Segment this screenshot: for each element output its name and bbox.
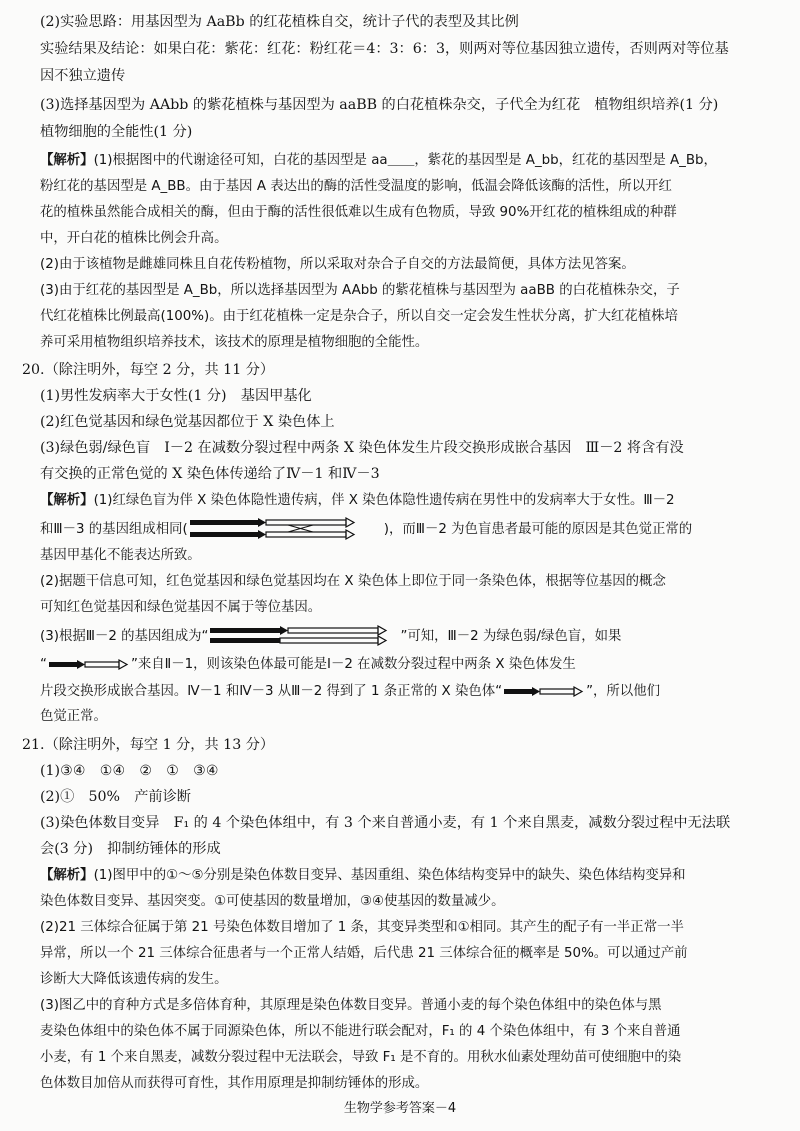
analysis-text: (1)红绿色盲为伴 X 染色体隐性遗传病，伴 X 染色体隐性遗传病在男性中的发病率大于女性。Ⅲ－2 <box>93 493 675 508</box>
analysis-line: (3)由于红花的基因型是 A_Bb，所以选择基因型为 AAbb 的紫花植株与基因型为 aaBB 的白花植株杂交，子 <box>40 283 680 298</box>
analysis-line: (2)据题干信息可知，红色觉基因和绿色觉基因均在 X 染色体上即位于同一条染色体，根据等位基因的概念 <box>40 574 666 589</box>
text-line: (3)染色体数目变异 F₁ 的 4 个染色体组中，有 3 个来自普通小麦，有 1 个来自黑麦，减数分裂过程中无法联 <box>40 815 731 831</box>
analysis-line: 花的植株虽然能合成相关的酶，但由于酶的活性很低难以生成有色物质，导致 90%开红花的植株组成的种群 <box>40 205 677 220</box>
analysis-line <box>40 491 765 511</box>
analysis-line <box>40 866 765 886</box>
text-line: 因不独立遗传 <box>40 68 126 84</box>
question-header-21: 21.（除注明外，每空 1 分，共 13 分） <box>22 737 275 753</box>
analysis-text: ”来自Ⅱ－1，则该染色体最可能是Ⅰ－2 在减数分裂过程中两条 X 染色体发生 <box>130 657 576 672</box>
analysis-line: (2)21 三体综合征属于第 21 号染色体数目增加了 1 条，其变异类型和①相同。其产生的配子有一半正常一半 <box>40 920 684 935</box>
text-line: (2)实验思路：用基因型为 AaBb 的红花植株自交，统计子代的表型及其比例 <box>40 14 519 30</box>
analysis-line <box>40 624 765 650</box>
analysis-line: 色体数目加倍从而获得可育性，其作用原理是抑制纺锤体的形成。 <box>40 1076 429 1091</box>
analysis-line: 异常，所以一个 21 三体综合征患者与一个正常人结婚，后代患 21 三体综合征的概率是 50%。可以通过产前 <box>40 946 688 961</box>
analysis-line: 色觉正常。 <box>40 709 107 724</box>
chromosome-hybrid-icon <box>208 625 400 647</box>
analysis-line: 麦染色体组中的染色体不属于同源染色体，所以不能进行联会配对，F₁ 的 4 个染色体组中，有 3 个来自普通 <box>40 1024 681 1039</box>
analysis-line <box>40 517 765 543</box>
analysis-text: (1)根据图中的代谢途径可知，白花的基因型是 aa＿＿，紫花的基因型是 A_bb，红花的基因型是 A_Bb， <box>93 153 717 168</box>
analysis-line: 小麦，有 1 个来自黑麦，减数分裂过程中无法联会，导致 F₁ 是不育的。用秋水仙素处理幼苗可使细胞中的染 <box>40 1050 682 1065</box>
analysis-line: (3)图乙中的育种方式是多倍体育种，其原理是染色体数目变异。普通小麦的每个染色体组中的染色体与黑 <box>40 998 662 1013</box>
text-line: 实验结果及结论：如果白花：紫花：红花：粉红花＝4：3：6：3，则两对等位基因独立遗传，否则两对等位基 <box>40 41 729 57</box>
analysis-text: )，而Ⅲ－2 为色盲患者最可能的原因是其色觉正常的 <box>383 522 693 537</box>
analysis-text: 和Ⅲ－3 的基因组成相同( <box>40 522 188 537</box>
analysis-tag: 【解析】 <box>40 493 94 508</box>
analysis-line: (2)由于该植物是雌雄同株且自花传粉植物，所以采取对杂合子自交的方法最简便，具体方法见答案。 <box>40 257 635 272</box>
text-line: (1)男性发病率大于女性(1 分) 基因甲基化 <box>40 388 312 404</box>
text-line: 有交换的正常色觉的 X 染色体传递给了Ⅳ－1 和Ⅳ－3 <box>40 466 380 482</box>
analysis-text: 片段交换形成嵌合基因。Ⅳ－1 和Ⅳ－3 从Ⅲ－2 得到了 1 条正常的 X 染色体“ <box>40 684 503 699</box>
analysis-text: ”，所以他们 <box>586 684 660 699</box>
analysis-text: (3)根据Ⅲ－2 的基因组成为“ <box>40 629 209 644</box>
question-header-20: 20.（除注明外，每空 2 分，共 11 分） <box>22 362 275 378</box>
analysis-text: ”可知，Ⅲ－2 为绿色弱/绿色盲，如果 <box>400 629 622 644</box>
analysis-line <box>40 151 765 171</box>
chromosome-short-icon <box>502 685 586 697</box>
analysis-line: 染色体数目变异、基因突变。①可使基因的数量增加，③④使基因的数量减少。 <box>40 894 505 909</box>
analysis-line: 基因甲基化不能表达所致。 <box>40 548 201 563</box>
text-line: (3)绿色弱/绿色盲 Ⅰ－2 在减数分裂过程中两条 X 染色体发生片段交换形成嵌合基因 Ⅲ－2 将含有没 <box>40 440 684 456</box>
analysis-tag: 【解析】 <box>40 868 94 883</box>
analysis-line: 可知红色觉基因和绿色觉基因不属于等位基因。 <box>40 600 322 615</box>
analysis-line: 中，开白花的植株比例会升高。 <box>40 231 228 246</box>
analysis-line: 诊断大大降低该遗传病的发生。 <box>40 972 228 987</box>
analysis-line: 粉红花的基因型是 A_BB。由于基因 A 表达出的酶的活性受温度的影响，低温会降低该酶的活性，所以开红 <box>40 179 672 194</box>
analysis-tag: 【解析】 <box>40 153 94 168</box>
text-line: 会(3 分) 抑制纺锤体的形成 <box>40 841 221 857</box>
chromosome-short-icon <box>47 658 131 670</box>
page-footer: 生物学参考答案－4 <box>343 1101 457 1116</box>
analysis-line <box>40 680 765 704</box>
text-line: (3)选择基因型为 AAbb 的紫花植株与基因型为 aaBB 的白花植株杂交，子代全为红花 植物组织培养(1 分) <box>40 97 719 113</box>
analysis-line: 养可采用植物组织培养技术，该技术的原理是植物细胞的全能性。 <box>40 335 429 350</box>
analysis-text: (1)图甲中的①～⑤分别是染色体数目变异、基因重组、染色体结构变异中的缺失、染色体结构变异和 <box>93 868 686 883</box>
text-line: 植物细胞的全能性(1 分) <box>40 124 193 140</box>
text-line: (1)③④ ①④ ② ① ③④ <box>40 763 219 779</box>
analysis-text: “ <box>40 657 47 672</box>
text-line: (2)红色觉基因和绿色觉基因都位于 X 染色体上 <box>40 414 335 430</box>
chromosome-pair-icon <box>188 517 384 541</box>
text-line: (2)① 50% 产前诊断 <box>40 789 191 805</box>
analysis-line <box>40 653 765 677</box>
analysis-line: 代红花植株比例最高(100%)。由于红花植株一定是杂合子，所以自交一定会发生性状分离，扩大红花植株培 <box>40 309 678 324</box>
